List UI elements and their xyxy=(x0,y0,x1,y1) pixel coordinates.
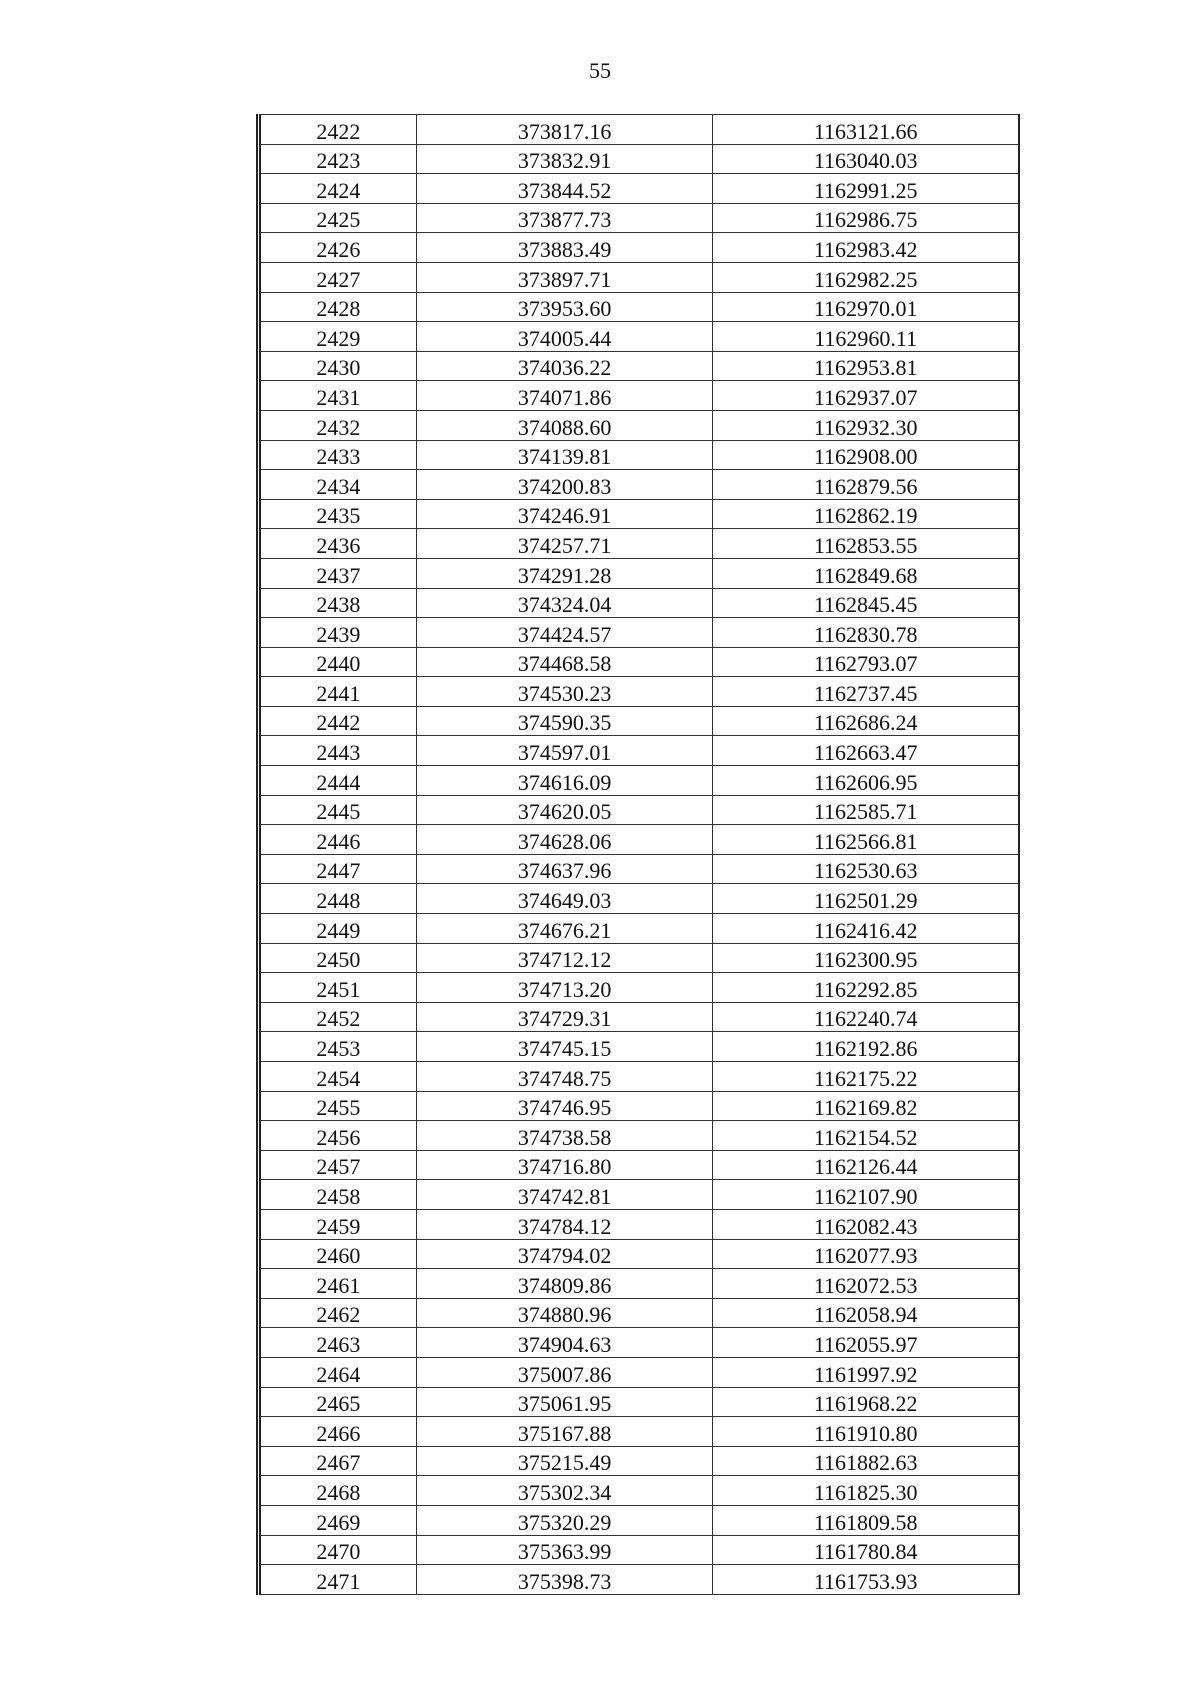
y-coordinate-cell: 1162953.81 xyxy=(713,351,1019,381)
y-coordinate-cell: 1162154.52 xyxy=(713,1121,1019,1151)
point-number-cell: 2470 xyxy=(259,1535,417,1565)
x-coordinate-cell: 374716.80 xyxy=(416,1150,713,1180)
x-coordinate-cell: 374036.22 xyxy=(416,351,713,381)
x-coordinate-cell: 374200.83 xyxy=(416,470,713,500)
x-coordinate-cell: 374676.21 xyxy=(416,914,713,944)
y-coordinate-cell: 1162416.42 xyxy=(713,914,1019,944)
table-row xyxy=(259,470,1020,500)
table-row xyxy=(259,1150,1020,1180)
y-coordinate-cell: 1161809.58 xyxy=(713,1505,1019,1535)
x-coordinate-cell: 374784.12 xyxy=(416,1209,713,1239)
point-number-cell: 2439 xyxy=(259,618,417,648)
y-coordinate-cell: 1162192.86 xyxy=(713,1032,1019,1062)
table-row xyxy=(259,677,1020,707)
table-row xyxy=(259,1209,1020,1239)
coordinates-table-body xyxy=(259,115,1020,1595)
table-row xyxy=(259,262,1020,292)
y-coordinate-cell: 1162853.55 xyxy=(713,529,1019,559)
point-number-cell: 2428 xyxy=(259,292,417,322)
table-row xyxy=(259,322,1020,352)
x-coordinate-cell: 374745.15 xyxy=(416,1032,713,1062)
y-coordinate-cell: 1161882.63 xyxy=(713,1446,1019,1476)
y-coordinate-cell: 1162530.63 xyxy=(713,854,1019,884)
x-coordinate-cell: 373953.60 xyxy=(416,292,713,322)
point-number-cell: 2438 xyxy=(259,588,417,618)
x-coordinate-cell: 374257.71 xyxy=(416,529,713,559)
y-coordinate-cell: 1161780.84 xyxy=(713,1535,1019,1565)
y-coordinate-cell: 1162292.85 xyxy=(713,973,1019,1003)
table-row xyxy=(259,1535,1020,1565)
point-number-cell: 2457 xyxy=(259,1150,417,1180)
y-coordinate-cell: 1161753.93 xyxy=(713,1565,1019,1595)
table-row xyxy=(259,1505,1020,1535)
x-coordinate-cell: 373817.16 xyxy=(416,115,713,145)
point-number-cell: 2463 xyxy=(259,1328,417,1358)
y-coordinate-cell: 1162501.29 xyxy=(713,884,1019,914)
table-row xyxy=(259,1121,1020,1151)
y-coordinate-cell: 1162932.30 xyxy=(713,410,1019,440)
x-coordinate-cell: 373877.73 xyxy=(416,203,713,233)
point-number-cell: 2466 xyxy=(259,1417,417,1447)
x-coordinate-cell: 374291.28 xyxy=(416,558,713,588)
point-number-cell: 2437 xyxy=(259,558,417,588)
point-number-cell: 2454 xyxy=(259,1062,417,1092)
y-coordinate-cell: 1162077.93 xyxy=(713,1239,1019,1269)
y-coordinate-cell: 1162793.07 xyxy=(713,647,1019,677)
point-number-cell: 2461 xyxy=(259,1269,417,1299)
x-coordinate-cell: 374794.02 xyxy=(416,1239,713,1269)
table-row xyxy=(259,736,1020,766)
x-coordinate-cell: 374748.75 xyxy=(416,1062,713,1092)
y-coordinate-cell: 1161910.80 xyxy=(713,1417,1019,1447)
x-coordinate-cell: 374616.09 xyxy=(416,766,713,796)
y-coordinate-cell: 1162849.68 xyxy=(713,558,1019,588)
x-coordinate-cell: 374005.44 xyxy=(416,322,713,352)
y-coordinate-cell: 1162175.22 xyxy=(713,1062,1019,1092)
x-coordinate-cell: 374880.96 xyxy=(416,1298,713,1328)
x-coordinate-cell: 374809.86 xyxy=(416,1269,713,1299)
y-coordinate-cell: 1162879.56 xyxy=(713,470,1019,500)
x-coordinate-cell: 374088.60 xyxy=(416,410,713,440)
x-coordinate-cell: 374904.63 xyxy=(416,1328,713,1358)
table-row xyxy=(259,588,1020,618)
x-coordinate-cell: 375215.49 xyxy=(416,1446,713,1476)
x-coordinate-cell: 375007.86 xyxy=(416,1357,713,1387)
point-number-cell: 2448 xyxy=(259,884,417,914)
x-coordinate-cell: 375363.99 xyxy=(416,1535,713,1565)
point-number-cell: 2440 xyxy=(259,647,417,677)
x-coordinate-cell: 375398.73 xyxy=(416,1565,713,1595)
table-row xyxy=(259,884,1020,914)
point-number-cell: 2441 xyxy=(259,677,417,707)
point-number-cell: 2465 xyxy=(259,1387,417,1417)
table-row xyxy=(259,1446,1020,1476)
y-coordinate-cell: 1161997.92 xyxy=(713,1357,1019,1387)
x-coordinate-cell: 374649.03 xyxy=(416,884,713,914)
table-row xyxy=(259,766,1020,796)
table-row xyxy=(259,825,1020,855)
x-coordinate-cell: 374742.81 xyxy=(416,1180,713,1210)
x-coordinate-cell: 375061.95 xyxy=(416,1387,713,1417)
table-row xyxy=(259,292,1020,322)
x-coordinate-cell: 374590.35 xyxy=(416,706,713,736)
x-coordinate-cell: 374746.95 xyxy=(416,1091,713,1121)
x-coordinate-cell: 375320.29 xyxy=(416,1505,713,1535)
point-number-cell: 2469 xyxy=(259,1505,417,1535)
y-coordinate-cell: 1162606.95 xyxy=(713,766,1019,796)
y-coordinate-cell: 1162566.81 xyxy=(713,825,1019,855)
y-coordinate-cell: 1162960.11 xyxy=(713,322,1019,352)
table-row xyxy=(259,1091,1020,1121)
y-coordinate-cell: 1162970.01 xyxy=(713,292,1019,322)
point-number-cell: 2445 xyxy=(259,795,417,825)
point-number-cell: 2450 xyxy=(259,943,417,973)
table-row xyxy=(259,558,1020,588)
table-row xyxy=(259,914,1020,944)
point-number-cell: 2436 xyxy=(259,529,417,559)
point-number-cell: 2443 xyxy=(259,736,417,766)
point-number-cell: 2427 xyxy=(259,262,417,292)
x-coordinate-cell: 374324.04 xyxy=(416,588,713,618)
point-number-cell: 2426 xyxy=(259,233,417,263)
coordinates-table xyxy=(256,114,1020,1595)
x-coordinate-cell: 374729.31 xyxy=(416,1002,713,1032)
point-number-cell: 2429 xyxy=(259,322,417,352)
y-coordinate-cell: 1162663.47 xyxy=(713,736,1019,766)
x-coordinate-cell: 374597.01 xyxy=(416,736,713,766)
y-coordinate-cell: 1162058.94 xyxy=(713,1298,1019,1328)
point-number-cell: 2458 xyxy=(259,1180,417,1210)
x-coordinate-cell: 373897.71 xyxy=(416,262,713,292)
y-coordinate-cell: 1162686.24 xyxy=(713,706,1019,736)
x-coordinate-cell: 374713.20 xyxy=(416,973,713,1003)
y-coordinate-cell: 1162240.74 xyxy=(713,1002,1019,1032)
y-coordinate-cell: 1162300.95 xyxy=(713,943,1019,973)
y-coordinate-cell: 1162126.44 xyxy=(713,1150,1019,1180)
point-number-cell: 2459 xyxy=(259,1209,417,1239)
point-number-cell: 2464 xyxy=(259,1357,417,1387)
table-row xyxy=(259,795,1020,825)
y-coordinate-cell: 1162737.45 xyxy=(713,677,1019,707)
y-coordinate-cell: 1162585.71 xyxy=(713,795,1019,825)
y-coordinate-cell: 1162107.90 xyxy=(713,1180,1019,1210)
x-coordinate-cell: 375167.88 xyxy=(416,1417,713,1447)
table-row xyxy=(259,1180,1020,1210)
point-number-cell: 2446 xyxy=(259,825,417,855)
y-coordinate-cell: 1162908.00 xyxy=(713,440,1019,470)
table-row xyxy=(259,1417,1020,1447)
y-coordinate-cell: 1162830.78 xyxy=(713,618,1019,648)
point-number-cell: 2425 xyxy=(259,203,417,233)
y-coordinate-cell: 1162986.75 xyxy=(713,203,1019,233)
point-number-cell: 2456 xyxy=(259,1121,417,1151)
x-coordinate-cell: 374071.86 xyxy=(416,381,713,411)
table-row xyxy=(259,1357,1020,1387)
x-coordinate-cell: 374530.23 xyxy=(416,677,713,707)
y-coordinate-cell: 1162983.42 xyxy=(713,233,1019,263)
x-coordinate-cell: 374620.05 xyxy=(416,795,713,825)
y-coordinate-cell: 1162169.82 xyxy=(713,1091,1019,1121)
table-row xyxy=(259,440,1020,470)
table-row xyxy=(259,1032,1020,1062)
point-number-cell: 2433 xyxy=(259,440,417,470)
table-row xyxy=(259,1328,1020,1358)
y-coordinate-cell: 1163121.66 xyxy=(713,115,1019,145)
x-coordinate-cell: 374712.12 xyxy=(416,943,713,973)
x-coordinate-cell: 374628.06 xyxy=(416,825,713,855)
y-coordinate-cell: 1161825.30 xyxy=(713,1476,1019,1506)
y-coordinate-cell: 1161968.22 xyxy=(713,1387,1019,1417)
point-number-cell: 2451 xyxy=(259,973,417,1003)
point-number-cell: 2442 xyxy=(259,706,417,736)
x-coordinate-cell: 373883.49 xyxy=(416,233,713,263)
point-number-cell: 2422 xyxy=(259,115,417,145)
table-row xyxy=(259,618,1020,648)
point-number-cell: 2423 xyxy=(259,144,417,174)
y-coordinate-cell: 1162991.25 xyxy=(713,174,1019,204)
x-coordinate-cell: 374637.96 xyxy=(416,854,713,884)
x-coordinate-cell: 373832.91 xyxy=(416,144,713,174)
table-row xyxy=(259,1476,1020,1506)
table-row xyxy=(259,943,1020,973)
table-row xyxy=(259,381,1020,411)
table-row xyxy=(259,144,1020,174)
point-number-cell: 2431 xyxy=(259,381,417,411)
point-number-cell: 2471 xyxy=(259,1565,417,1595)
point-number-cell: 2460 xyxy=(259,1239,417,1269)
table-row xyxy=(259,174,1020,204)
table-row xyxy=(259,410,1020,440)
point-number-cell: 2432 xyxy=(259,410,417,440)
y-coordinate-cell: 1162937.07 xyxy=(713,381,1019,411)
point-number-cell: 2435 xyxy=(259,499,417,529)
table-row xyxy=(259,115,1020,145)
table-row xyxy=(259,1387,1020,1417)
point-number-cell: 2452 xyxy=(259,1002,417,1032)
point-number-cell: 2444 xyxy=(259,766,417,796)
table-row xyxy=(259,1298,1020,1328)
table-row xyxy=(259,973,1020,1003)
x-coordinate-cell: 374424.57 xyxy=(416,618,713,648)
point-number-cell: 2434 xyxy=(259,470,417,500)
table-row xyxy=(259,647,1020,677)
y-coordinate-cell: 1162862.19 xyxy=(713,499,1019,529)
table-row xyxy=(259,499,1020,529)
x-coordinate-cell: 375302.34 xyxy=(416,1476,713,1506)
point-number-cell: 2449 xyxy=(259,914,417,944)
point-number-cell: 2468 xyxy=(259,1476,417,1506)
table-row xyxy=(259,203,1020,233)
table-row xyxy=(259,1269,1020,1299)
point-number-cell: 2462 xyxy=(259,1298,417,1328)
table-row xyxy=(259,1002,1020,1032)
table-row xyxy=(259,1239,1020,1269)
y-coordinate-cell: 1162982.25 xyxy=(713,262,1019,292)
x-coordinate-cell: 374246.91 xyxy=(416,499,713,529)
table-row xyxy=(259,706,1020,736)
table-row xyxy=(259,1565,1020,1595)
table-row xyxy=(259,529,1020,559)
table-row xyxy=(259,1062,1020,1092)
point-number-cell: 2424 xyxy=(259,174,417,204)
y-coordinate-cell: 1163040.03 xyxy=(713,144,1019,174)
y-coordinate-cell: 1162055.97 xyxy=(713,1328,1019,1358)
y-coordinate-cell: 1162072.53 xyxy=(713,1269,1019,1299)
page-number: 55 xyxy=(589,58,611,83)
point-number-cell: 2453 xyxy=(259,1032,417,1062)
x-coordinate-cell: 373844.52 xyxy=(416,174,713,204)
x-coordinate-cell: 374738.58 xyxy=(416,1121,713,1151)
x-coordinate-cell: 374139.81 xyxy=(416,440,713,470)
point-number-cell: 2447 xyxy=(259,854,417,884)
y-coordinate-cell: 1162082.43 xyxy=(713,1209,1019,1239)
y-coordinate-cell: 1162845.45 xyxy=(713,588,1019,618)
x-coordinate-cell: 374468.58 xyxy=(416,647,713,677)
point-number-cell: 2430 xyxy=(259,351,417,381)
point-number-cell: 2455 xyxy=(259,1091,417,1121)
table-row xyxy=(259,233,1020,263)
point-number-cell: 2467 xyxy=(259,1446,417,1476)
table-row xyxy=(259,854,1020,884)
table-row xyxy=(259,351,1020,381)
